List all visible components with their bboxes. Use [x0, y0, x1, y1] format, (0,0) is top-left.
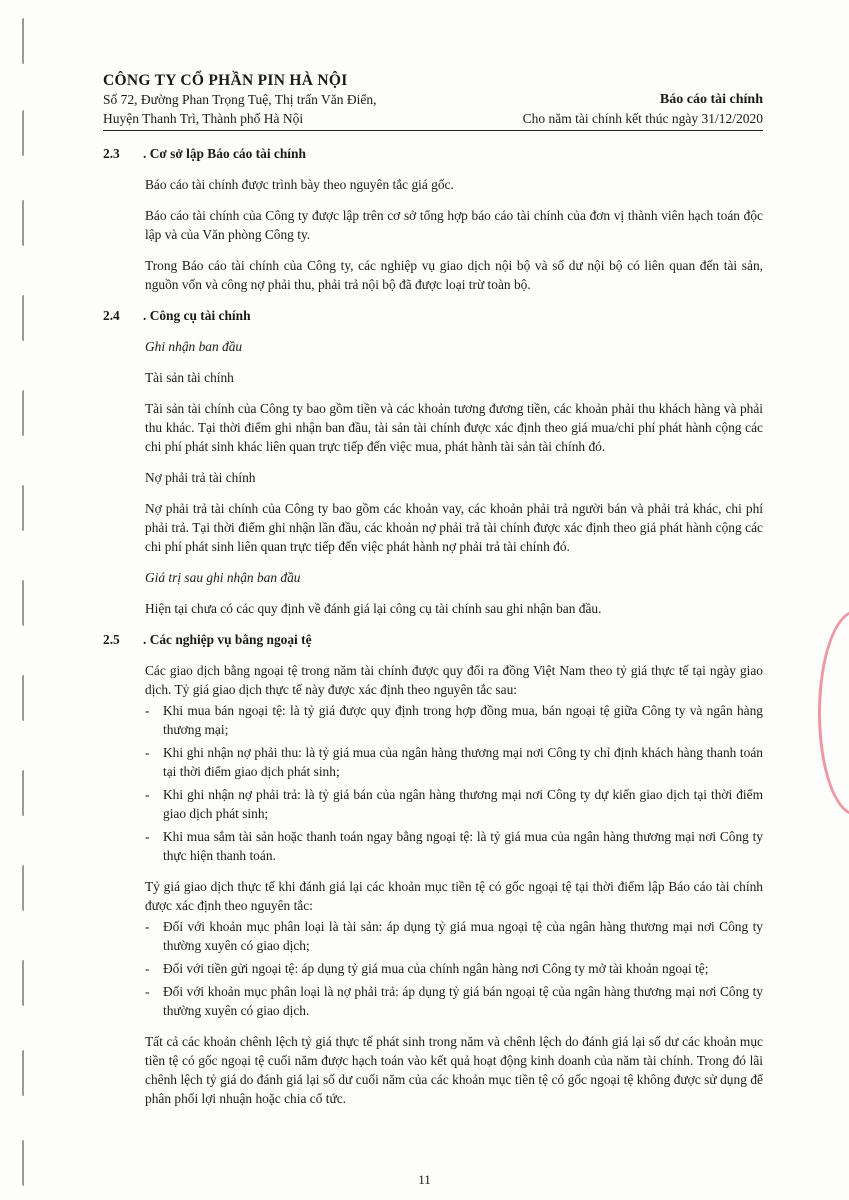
binding-ring: [22, 770, 36, 816]
section-2-3-title: [103, 144, 763, 163]
binding-ring: [22, 390, 36, 436]
subheading: Tài sản tài chính: [145, 370, 234, 385]
document-body: [103, 140, 763, 1120]
binding-ring: [22, 675, 36, 721]
paragraph: Báo cáo tài chính của Công ty được lập trên cơ sở tổng hợp báo cáo tài chính của đơn vị thành viên hạch toán độc lập và của Văn phòng Công ty.: [145, 208, 763, 242]
bullet-list: [145, 701, 763, 865]
page-header: [103, 72, 763, 131]
binding-ring: [22, 960, 36, 1006]
section-heading: . Công cụ tài chính: [143, 308, 251, 323]
red-stamp-seal: [818, 610, 849, 816]
paragraph: Tài sản tài chính của Công ty bao gồm tiền và các khoản tương đương tiền, các khoản phải thu khách hàng và phải thu khác. Tại thời điểm ghi nhận ban đầu, tài sản tài chính được xác định theo giá mua/chi phí phát hành cộng các chi phí phát sinh khác liên quan trực tiếp đến việc mua, phát hành tài sản tài chính đó.: [145, 401, 763, 454]
address-line-2: Huyện Thanh Trì, Thành phố Hà Nội: [103, 111, 304, 126]
section-number: 2.5: [103, 632, 120, 647]
paragraph: Trong Báo cáo tài chính của Công ty, các nghiệp vụ giao dịch nội bộ và số dư nội bộ có liên quan đến tài sản, nguồn vốn và công nợ phải thu, phải trả nội bộ đã được loại trừ toàn bộ.: [145, 258, 763, 292]
binding-ring: [22, 1050, 36, 1096]
subheading: Ghi nhận ban đầu: [145, 339, 243, 354]
company-name: CÔNG TY CỔ PHẦN PIN HÀ NỘI: [103, 72, 348, 89]
header-rule: [103, 130, 763, 131]
list-item: - Khi ghi nhận nợ phải trả: là tỷ giá bán của ngân hàng thương mại nơi Công ty dự kiến giao dịch tại thời điểm giao dịch phát sinh;: [145, 785, 763, 823]
list-item: - Khi mua sắm tài sản hoặc thanh toán ngay bằng ngoại tệ: là tỷ giá mua của ngân hàng thương mại nơi Công ty thực hiện thanh toán.: [145, 827, 763, 865]
section-2-4-title: [103, 306, 763, 325]
binding-ring: [22, 295, 36, 341]
binding-ring: [22, 865, 36, 911]
bullet-list: [145, 917, 763, 1020]
paragraph: Hiện tại chưa có các quy định về đánh giá lại công cụ tài chính sau ghi nhận ban đầu.: [145, 601, 602, 616]
binding-ring: [22, 580, 36, 626]
list-item: - Đối với khoản mục phân loại là nợ phải trả: áp dụng tỷ giá bán ngoại tệ của ngân hàng thương mại nơi Công ty thường xuyên có giao dịch.: [145, 982, 763, 1020]
binding-ring: [22, 200, 36, 246]
section-number: 2.3: [103, 146, 120, 161]
section-2-5-title: [103, 630, 763, 649]
company-address: [103, 90, 377, 128]
binding-ring: [22, 110, 36, 156]
list-item: - Khi mua bán ngoại tệ: là tỷ giá được quy định trong hợp đồng mua, bán ngoại tệ giữa Công ty và ngân hàng thương mại;: [145, 701, 763, 739]
header-row: [103, 90, 763, 128]
paragraph: Tất cả các khoản chênh lệch tỷ giá thực tế phát sinh trong năm và chênh lệch do đánh giá lại số dư các khoản mục tiền tệ có gốc ngoại tệ cuối năm được hạch toán vào kết quả hoạt động kinh doanh của năm tài chính. Trong đó lãi chênh lệch tỷ giá do đánh giá lại số dư cuối năm của các khoản mục tiền tệ có gốc ngoại tệ không được sử dụng để phân phối lợi nhuận hoặc chia cổ tức.: [145, 1034, 763, 1106]
paragraph: Nợ phải trả tài chính của Công ty bao gồm các khoản vay, các khoản phải trả người bán và phải trả khác, chi phí phải trả. Tại thời điểm ghi nhận lần đầu, các khoản nợ phải trả tài chính được xác định theo giá phát hành cộng các chi phí phát sinh liên quan trực tiếp đến việc phát hành nợ phải trả tài chính đó.: [145, 501, 763, 554]
address-line-1: Số 72, Đường Phan Trọng Tuệ, Thị trấn Văn Điển,: [103, 92, 377, 107]
section-heading: . Các nghiệp vụ bằng ngoại tệ: [143, 632, 312, 647]
subheading: Giá trị sau ghi nhận ban đầu: [145, 570, 301, 585]
list-item: - Đối với khoản mục phân loại là tài sản: áp dụng tỷ giá mua ngoại tệ của ngân hàng thương mại nơi Công ty thường xuyên có giao dịch;: [145, 917, 763, 955]
binding-holes: [18, 0, 40, 1200]
binding-ring: [22, 18, 36, 64]
page-number: 11: [418, 1172, 431, 1187]
section-heading: . Cơ sở lập Báo cáo tài chính: [143, 146, 306, 161]
paragraph: Báo cáo tài chính được trình bày theo nguyên tắc giá gốc.: [145, 177, 454, 192]
list-item: - Đối với tiền gửi ngoại tệ: áp dụng tỷ giá mua của chính ngân hàng nơi Công ty mở tài khoản ngoại tệ;: [145, 959, 763, 978]
paragraph: Tỷ giá giao dịch thực tế khi đánh giá lại các khoản mục tiền tệ có gốc ngoại tệ tại thời điểm lập Báo cáo tài chính được xác định theo nguyên tắc:: [145, 879, 763, 913]
subheading: Nợ phải trả tài chính: [145, 470, 256, 485]
list-item: - Khi ghi nhận nợ phải thu: là tỷ giá mua của ngân hàng thương mại nơi Công ty chỉ định khách hàng thanh toán tại thời điểm giao dịch phát sinh;: [145, 743, 763, 781]
report-title: Báo cáo tài chính: [659, 92, 763, 107]
paragraph: Các giao dịch bằng ngoại tệ trong năm tài chính được quy đổi ra đồng Việt Nam theo tỷ giá thực tế tại ngày giao dịch. Tỷ giá giao dịch thực tế này được xác định theo nguyên tắc sau:: [145, 663, 763, 697]
section-number: 2.4: [103, 308, 120, 323]
binding-ring: [22, 485, 36, 531]
report-period: Cho năm tài chính kết thúc ngày 31/12/2020: [522, 111, 763, 126]
report-info: [523, 90, 763, 128]
